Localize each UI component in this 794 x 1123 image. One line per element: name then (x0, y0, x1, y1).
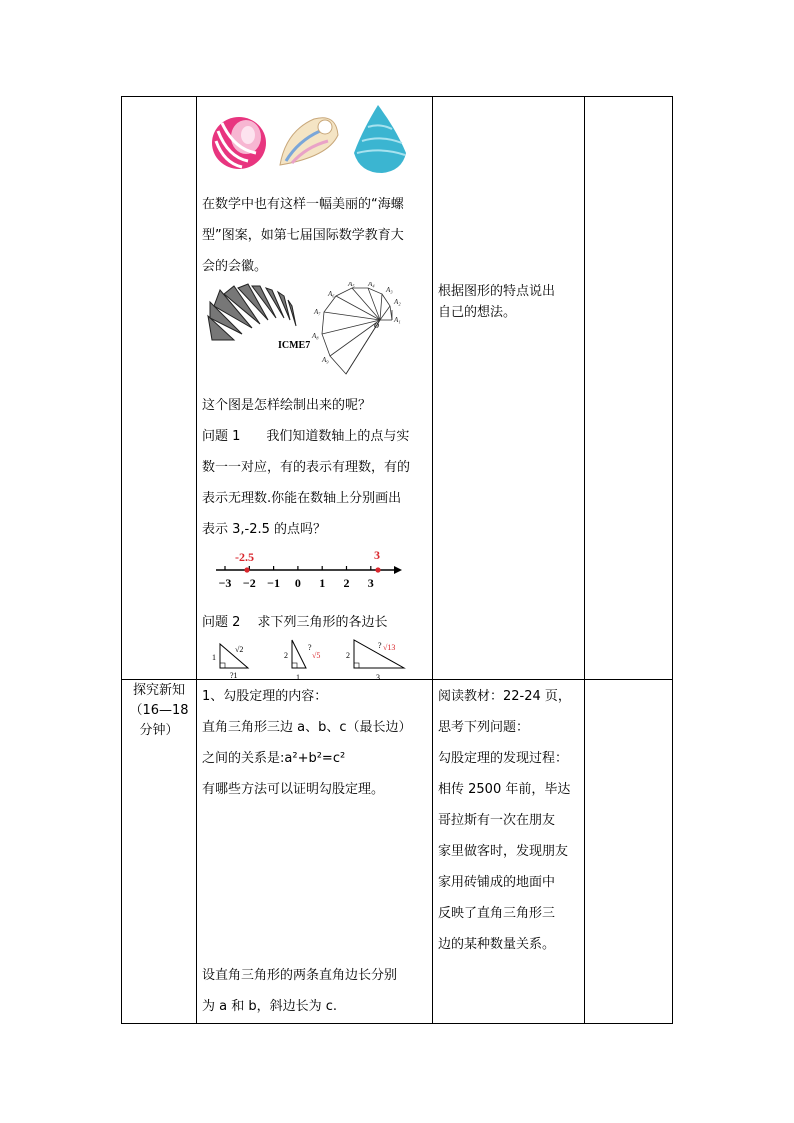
row2-content-cell (202, 681, 430, 1022)
student-activity-text: 勾股定理的发现过程： (438, 751, 569, 766)
blue-shell-image (354, 105, 406, 173)
question-1: 表示 3,-2.5 的点吗？ (202, 522, 327, 537)
point-b-marker (375, 567, 380, 572)
student-activity-text: 相传 2500 年前，毕达 (438, 782, 571, 797)
spiral-label: O (374, 322, 380, 330)
triangle-2-leg: 2 (284, 651, 288, 660)
spiral-label: A₄ (368, 282, 375, 288)
spiral-label: A₃ (386, 286, 393, 294)
pythagorean-formula: a²+b²=c² (284, 751, 346, 766)
shell-caption: 在数学中也有这样一幅美丽的“海螺 (202, 197, 404, 212)
triangle-3-leg: 2 (346, 651, 350, 660)
stage-cell (124, 681, 194, 741)
triangle-3-bottom: 3 (376, 673, 380, 682)
question-1: 问题 1 我们知道数轴上的点与实 (202, 429, 410, 444)
number-line-arrow (394, 566, 402, 574)
spiral-label: A₈ (312, 332, 319, 340)
triangle-2 (284, 640, 320, 682)
question-2: 问题 2 求下列三角形的各边长 (202, 615, 388, 630)
square-root-spiral (322, 288, 392, 374)
cream-shell-image (280, 118, 338, 165)
spiral-label: A₆ (328, 290, 335, 298)
number-line-tick-label: −1 (267, 576, 281, 590)
row1-content-cell (202, 101, 430, 696)
student-activity-text: 根据图形的特点说出 (438, 284, 556, 299)
student-activity-text: 思考下列问题： (438, 720, 530, 735)
theorem-text (202, 743, 430, 774)
theorem-relation-label: 之间的关系是: (202, 751, 285, 766)
student-activity-text: 家里做客时，发现朋友 (438, 844, 569, 859)
theorem-question: 有哪些方法可以证明勾股定理。 (202, 782, 385, 797)
icme7-fan-logo (208, 284, 296, 340)
question-text: 这个图是怎样绘制出来的呢？ (202, 398, 372, 413)
number-line-tick-label: −3 (218, 576, 232, 590)
stage-time: 分钟） (139, 723, 179, 738)
student-activity-text: 哥拉斯有一次在朋友 (438, 813, 556, 828)
triangle-1-hyp: √2 (235, 645, 244, 654)
blank-space (202, 805, 430, 960)
seashell-images (202, 101, 412, 177)
triangle-2-hyp-q: ? (308, 643, 312, 652)
triangle-1 (212, 644, 248, 680)
number-line-tick-label: 0 (294, 576, 301, 590)
triangle-3 (346, 640, 404, 682)
student-activity-text: 自己的想法。 (438, 305, 517, 320)
column-divider (196, 97, 197, 1023)
question-1: 数一一对应，有的表示有理数，有的 (202, 460, 411, 475)
row1-student-cell (438, 281, 582, 323)
question-1: 表示无理数.你能在数轴上分别画出 (202, 491, 402, 506)
student-activity-text: 边的某种数量关系。 (438, 937, 556, 952)
number-line-tick-label: −2 (242, 576, 256, 590)
point-b-label: 3 (374, 548, 380, 562)
spiral-label: A₂ (394, 298, 401, 306)
triangle-1-leg: 1 (212, 653, 216, 662)
point-a-label: -2.5 (235, 550, 254, 564)
triangle-1-bottom: ?1 (230, 671, 238, 680)
shell-caption: 型”图案，如第七届国际数学教育大 (202, 228, 404, 243)
triangles-figure (202, 638, 412, 684)
number-line-tick-label: 3 (367, 576, 374, 590)
spiral-label: A₅ (348, 282, 355, 288)
student-activity-text: 家用砖铺成的地面中 (438, 875, 556, 890)
triangle-3-hyp: √13 (383, 643, 396, 652)
column-divider (584, 97, 585, 1023)
logo-label: ICME7 (278, 340, 311, 351)
student-activity-text: 阅读教材：22-24 页， (438, 689, 571, 704)
pink-shell-image (212, 117, 266, 169)
stage-label: 探究新知 (132, 683, 185, 698)
stage-time: （16—18 (129, 703, 189, 718)
row2-student-cell (438, 681, 582, 960)
number-line-tick-label: 2 (343, 576, 350, 590)
shell-caption: 会的会徽。 (202, 259, 268, 274)
number-line (202, 545, 402, 595)
triangle-3-hyp-q: ? (378, 641, 382, 650)
column-divider (432, 97, 433, 1023)
proof-setup-text: 设直角三角形的两条直角边长分别 (202, 968, 398, 983)
lesson-plan-table (121, 96, 673, 1024)
spiral-labels (311, 282, 401, 364)
number-line-tick-label: 1 (319, 576, 326, 590)
proof-setup-text: 为 a 和 b，斜边长为 c. (202, 999, 338, 1014)
student-activity-text: 反映了直角三角形三 (438, 906, 556, 921)
spiral-label: A₇ (314, 308, 321, 316)
icme7-logo-figure (202, 282, 422, 378)
spiral-label: A₁ (394, 316, 401, 324)
triangle-2-bottom: 1 (296, 673, 300, 682)
theorem-text: 直角三角形三边 a、b、c（最长边） (202, 720, 412, 735)
spiral-label: A₉ (322, 356, 329, 364)
theorem-heading: 1、勾股定理的内容： (202, 689, 328, 704)
triangle-2-hyp: √5 (312, 651, 321, 660)
point-a-marker (244, 567, 249, 572)
